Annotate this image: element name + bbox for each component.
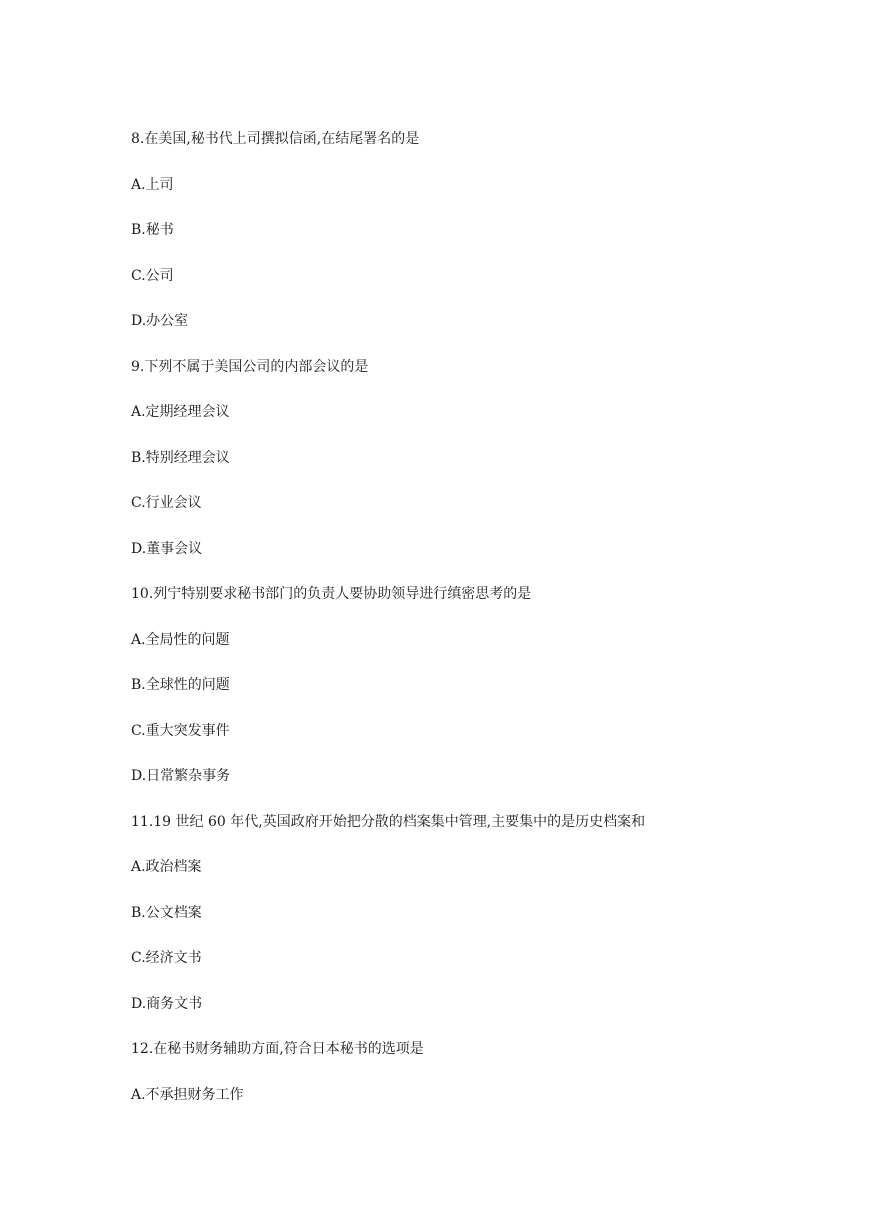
question-11-option-b: B.公文档案: [131, 905, 202, 921]
question-10-option-c: C.重大突发事件: [131, 723, 230, 739]
question-8-stem: 8.在美国,秘书代上司撰拟信函,在结尾署名的是: [131, 131, 420, 147]
question-11-option-c: C.经济文书: [131, 950, 202, 966]
question-9-option-d: D.董事会议: [131, 541, 203, 557]
question-8-option-b: B.秘书: [131, 222, 174, 238]
question-11-option-a: A.政治档案: [131, 859, 202, 875]
question-12-option-a: A.不承担财务工作: [131, 1087, 244, 1103]
question-9-option-a: A.定期经理会议: [131, 404, 230, 420]
question-8-option-a: A.上司: [131, 177, 174, 193]
question-10-option-d: D.日常繁杂事务: [131, 768, 231, 784]
question-10-option-b: B.全球性的问题: [131, 677, 230, 693]
question-12-stem: 12.在秘书财务辅助方面,符合日本秘书的选项是: [131, 1041, 424, 1057]
question-8-option-c: C.公司: [131, 268, 174, 284]
question-9-option-c: C.行业会议: [131, 495, 202, 511]
question-9-option-b: B.特别经理会议: [131, 450, 230, 466]
question-8-option-d: D.办公室: [131, 313, 189, 329]
question-11-stem: 11.19 世纪 60 年代,英国政府开始把分散的档案集中管理,主要集中的是历史档案和: [131, 814, 646, 830]
question-11-option-d: D.商务文书: [131, 996, 203, 1012]
question-9-stem: 9.下列不属于美国公司的内部会议的是: [131, 359, 369, 375]
question-10-option-a: A.全局性的问题: [131, 632, 230, 648]
question-10-stem: 10.列宁特别要求秘书部门的负责人要协助领导进行缜密思考的是: [131, 586, 532, 602]
